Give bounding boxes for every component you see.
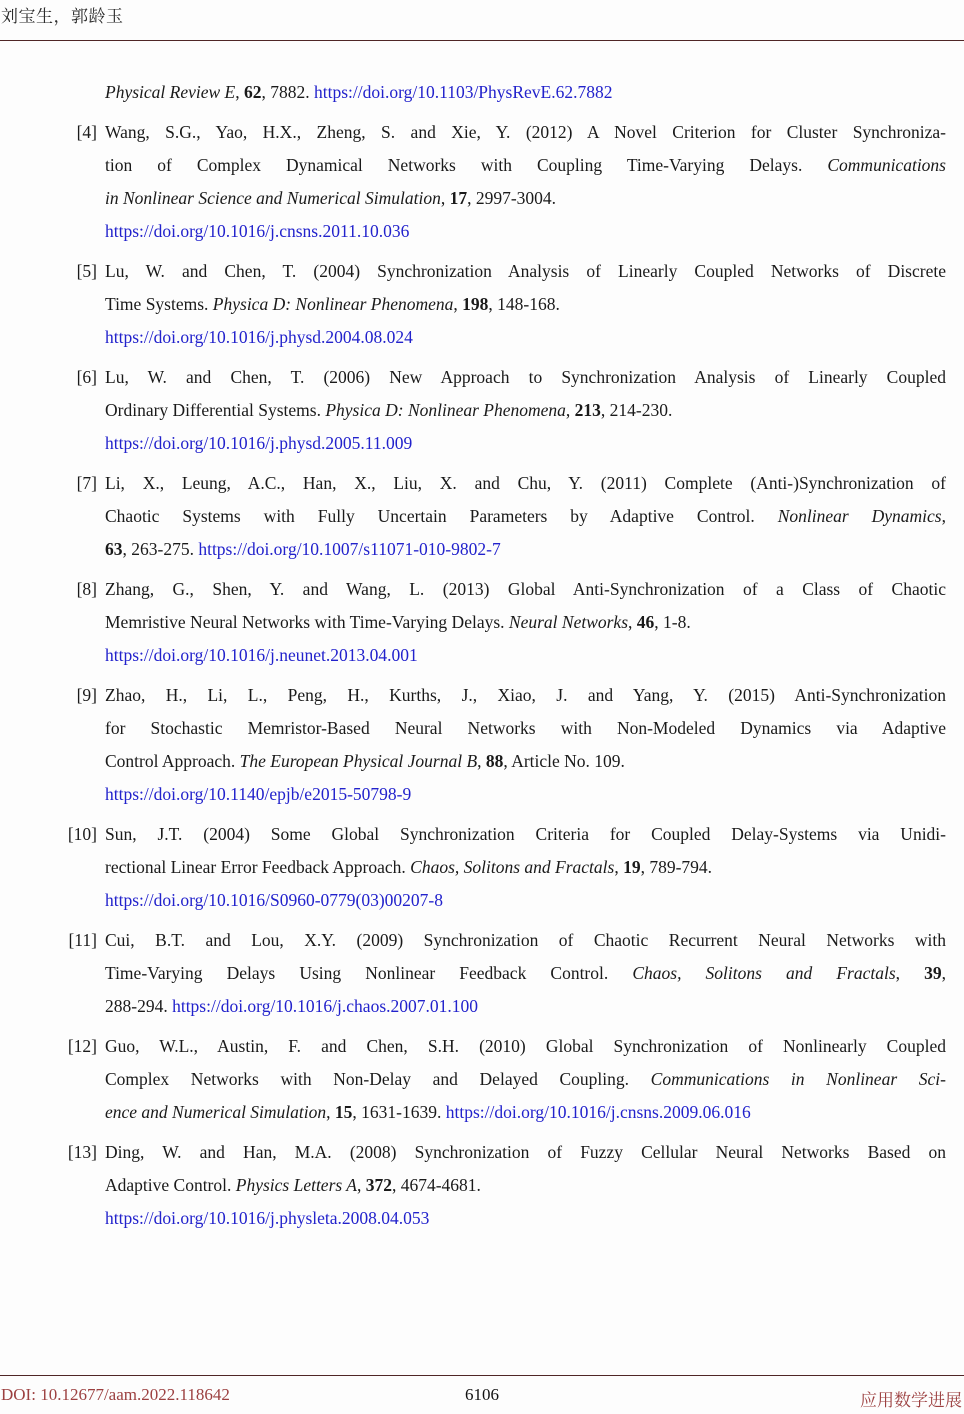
- reference-segment: for Stochastic Memristor-Based Neural Networks with Non-Modeled Dynamics via Adaptive: [105, 718, 946, 738]
- reference-text: [105, 573, 946, 672]
- reference-segment: Adaptive Control.: [105, 1175, 236, 1195]
- reference-item: [0, 1030, 946, 1129]
- reference-segment: ,: [628, 612, 637, 632]
- reference-line: [105, 321, 946, 354]
- reference-line: [105, 1096, 946, 1129]
- volume-number: 15: [334, 1102, 353, 1122]
- reference-label: [12]: [67, 1036, 97, 1056]
- journal-name: The European Physical Journal B: [239, 751, 478, 771]
- reference-label: [10]: [67, 824, 97, 844]
- journal-name: Physical Review E: [105, 82, 236, 102]
- reference-segment: Lu, W. and Chen, T. (2006) New Approach to Synchronization Analysis of Linearly Coupled: [105, 367, 946, 387]
- reference-line: [105, 1202, 946, 1235]
- footer-journal-name: 应用数学进展: [860, 1391, 962, 1410]
- volume-number: 39: [924, 963, 942, 983]
- reference-label: [8]: [76, 579, 97, 599]
- reference-line: [105, 851, 946, 884]
- reference-line: [105, 500, 946, 533]
- reference-line: [105, 679, 946, 712]
- reference-line: [105, 1030, 946, 1063]
- reference-line: [105, 215, 946, 248]
- reference-line: [105, 884, 946, 917]
- reference-segment: Time Systems.: [105, 294, 213, 314]
- reference-line: [105, 778, 946, 811]
- volume-number: 198: [462, 294, 489, 314]
- reference-line: [105, 76, 946, 109]
- journal-name: Physica D: Nonlinear Phenomena: [325, 400, 566, 420]
- references-list: [0, 76, 946, 1242]
- journal-name: ence and Numerical Simulation: [105, 1102, 327, 1122]
- reference-line: [105, 924, 946, 957]
- doi-link[interactable]: https://doi.org/10.1140/epjb/e2015-50798-9: [105, 784, 412, 804]
- reference-segment: , 789-794.: [640, 857, 713, 877]
- reference-segment: , 7882.: [261, 82, 314, 102]
- doi-link[interactable]: https://doi.org/10.1016/j.chaos.2007.01.100: [172, 996, 479, 1016]
- reference-segment: , 263-275.: [122, 539, 199, 559]
- reference-segment: Control Approach.: [105, 751, 240, 771]
- journal-name: Neural Networks: [508, 612, 629, 632]
- reference-line: [105, 1169, 946, 1202]
- reference-line: [105, 639, 946, 672]
- reference-line: [105, 255, 946, 288]
- page-number: 6106: [465, 1385, 499, 1404]
- doi-link[interactable]: https://doi.org/10.1016/j.cnsns.2009.06.016: [445, 1102, 751, 1122]
- reference-segment: , 148-168.: [488, 294, 560, 314]
- reference-line: [105, 182, 946, 215]
- journal-name: Physics Letters A: [235, 1175, 357, 1195]
- reference-segment: Guo, W.L., Austin, F. and Chen, S.H. (2010) Global Synchronization of Nonlinearly Coupled: [105, 1036, 946, 1056]
- reference-segment: , 4674-4681.: [391, 1175, 481, 1195]
- reference-segment: Ordinary Differential Systems.: [105, 400, 326, 420]
- footer-doi: DOI: 10.12677/aam.2022.118642: [1, 1385, 230, 1404]
- reference-line: [105, 149, 946, 182]
- volume-number: 63: [105, 539, 123, 559]
- reference-segment: ,: [356, 1175, 366, 1195]
- reference-segment: , 2997-3004.: [467, 188, 557, 208]
- reference-label: [9]: [76, 685, 97, 705]
- volume-number: 213: [574, 400, 601, 420]
- volume-number: 88: [485, 751, 504, 771]
- reference-text: [105, 467, 946, 566]
- volume-number: 46: [636, 612, 655, 632]
- reference-item: [0, 76, 946, 109]
- reference-item: [0, 467, 946, 566]
- journal-name: in Nonlinear Science and Numerical Simulation: [105, 188, 441, 208]
- journal-name: Nonlinear Dynamics: [777, 506, 942, 526]
- reference-line: [105, 957, 946, 990]
- reference-text: [105, 679, 946, 811]
- volume-number: 62: [243, 82, 262, 102]
- footer-rule: [0, 1375, 964, 1376]
- journal-name: Chaos, Solitons and Fractals: [632, 963, 896, 983]
- reference-segment: , Article No. 109.: [503, 751, 625, 771]
- reference-segment: Li, X., Leung, A.C., Han, X., Liu, X. and Chu, Y. (2011) Complete (Anti-)Synchronization of: [105, 473, 946, 493]
- reference-line: [105, 1136, 946, 1169]
- reference-line: [105, 745, 946, 778]
- reference-line: [105, 606, 946, 639]
- reference-segment: tion of Complex Dynamical Networks with Coupling Time-Varying Delays.: [105, 155, 828, 175]
- volume-number: 19: [623, 857, 641, 877]
- doi-link[interactable]: https://doi.org/10.1016/j.physd.2004.08.024: [105, 327, 413, 347]
- doi-link[interactable]: https://doi.org/10.1016/S0960-0779(03)00207-8: [105, 890, 444, 910]
- reference-item: [0, 679, 946, 811]
- reference-segment: Wang, S.G., Yao, H.X., Zheng, S. and Xie, Y. (2012) A Novel Criterion for Cluster Synchroniza-: [105, 122, 946, 142]
- reference-line: [105, 818, 946, 851]
- reference-text: [105, 255, 946, 354]
- reference-segment: Memristive Neural Networks with Time-Varying Delays.: [105, 612, 509, 632]
- reference-line: [105, 467, 946, 500]
- reference-line: [105, 712, 946, 745]
- doi-link[interactable]: https://doi.org/10.1016/j.physd.2005.11.009: [105, 433, 413, 453]
- reference-item: [0, 573, 946, 672]
- header-rule: [0, 40, 964, 41]
- reference-line: [105, 573, 946, 606]
- volume-number: 372: [365, 1175, 392, 1195]
- reference-text: [105, 116, 946, 248]
- header-authors: 刘宝生，郭龄玉: [1, 7, 124, 26]
- reference-segment: Time-Varying Delays Using Nonlinear Feedback Control.: [105, 963, 633, 983]
- doi-link[interactable]: https://doi.org/10.1103/PhysRevE.62.7882: [313, 82, 613, 102]
- journal-name: Communications: [827, 155, 946, 175]
- reference-segment: Chaotic Systems with Fully Uncertain Parameters by Adaptive Control.: [105, 506, 778, 526]
- reference-segment: , 214-230.: [600, 400, 673, 420]
- reference-segment: ,: [440, 188, 450, 208]
- reference-segment: Zhang, G., Shen, Y. and Wang, L. (2013) Global Anti-Synchronization of a Class of Chaotic: [105, 579, 946, 599]
- reference-label: [7]: [76, 473, 97, 493]
- reference-line: [105, 116, 946, 149]
- doi-link[interactable]: https://doi.org/10.1016/j.neunet.2013.04.001: [105, 645, 418, 665]
- reference-item: [0, 116, 946, 248]
- reference-text: [105, 1030, 946, 1129]
- doi-link[interactable]: https://doi.org/10.1016/j.cnsns.2011.10.036: [105, 221, 410, 241]
- reference-segment: Zhao, H., Li, L., Peng, H., Kurths, J., Xiao, J. and Yang, Y. (2015) Anti-Synchronization: [105, 685, 946, 705]
- reference-segment: ,: [235, 82, 244, 102]
- volume-number: 17: [449, 188, 468, 208]
- reference-segment: Lu, W. and Chen, T. (2004) Synchronization Analysis of Linearly Coupled Networks of Discrete: [105, 261, 946, 281]
- reference-label: [4]: [76, 122, 97, 142]
- reference-line: [105, 361, 946, 394]
- reference-segment: Sun, J.T. (2004) Some Global Synchronization Criteria for Coupled Delay-Systems via Unidi-: [105, 824, 946, 844]
- doi-link[interactable]: https://doi.org/10.1007/s11071-010-9802-7: [198, 539, 501, 559]
- reference-segment: ,: [565, 400, 575, 420]
- journal-name: Communications in Nonlinear Sci-: [650, 1069, 946, 1089]
- reference-segment: ,: [477, 751, 486, 771]
- reference-segment: ,: [614, 857, 624, 877]
- doi-link[interactable]: https://doi.org/10.1016/j.physleta.2008.04.053: [105, 1208, 430, 1228]
- reference-label: [11]: [68, 930, 97, 950]
- reference-segment: ,: [453, 294, 463, 314]
- reference-line: [105, 990, 946, 1023]
- reference-text: [105, 924, 946, 1023]
- reference-segment: 288-294.: [105, 996, 173, 1016]
- reference-segment: ,: [326, 1102, 335, 1122]
- reference-segment: ,: [941, 506, 946, 526]
- journal-name: Chaos, Solitons and Fractals: [410, 857, 615, 877]
- reference-label: [0, 76, 97, 109]
- reference-segment: , 1631-1639.: [352, 1102, 446, 1122]
- reference-line: [105, 1063, 946, 1096]
- journal-name: Physica D: Nonlinear Phenomena: [212, 294, 454, 314]
- reference-item: [0, 255, 946, 354]
- reference-item: [0, 1136, 946, 1235]
- reference-segment: Cui, B.T. and Lou, X.Y. (2009) Synchronization of Chaotic Recurrent Neural Networks with: [105, 930, 946, 950]
- reference-label: [5]: [76, 261, 97, 281]
- reference-segment: Complex Networks with Non-Delay and Delayed Coupling.: [105, 1069, 651, 1089]
- reference-line: [105, 533, 946, 566]
- reference-item: [0, 924, 946, 1023]
- reference-item: [0, 361, 946, 460]
- reference-segment: , 1-8.: [654, 612, 691, 632]
- reference-text: [105, 1136, 946, 1235]
- reference-text: [105, 818, 946, 917]
- reference-line: [105, 427, 946, 460]
- reference-segment: ,: [941, 963, 946, 983]
- reference-line: [105, 288, 946, 321]
- reference-item: [0, 818, 946, 917]
- reference-text: [105, 76, 946, 109]
- reference-segment: Ding, W. and Han, M.A. (2008) Synchronization of Fuzzy Cellular Neural Networks Based on: [105, 1142, 946, 1162]
- reference-segment: rectional Linear Error Feedback Approach.: [105, 857, 411, 877]
- reference-segment: ,: [895, 963, 925, 983]
- reference-label: [6]: [76, 367, 97, 387]
- reference-text: [105, 361, 946, 460]
- reference-line: [105, 394, 946, 427]
- reference-label: [13]: [67, 1142, 97, 1162]
